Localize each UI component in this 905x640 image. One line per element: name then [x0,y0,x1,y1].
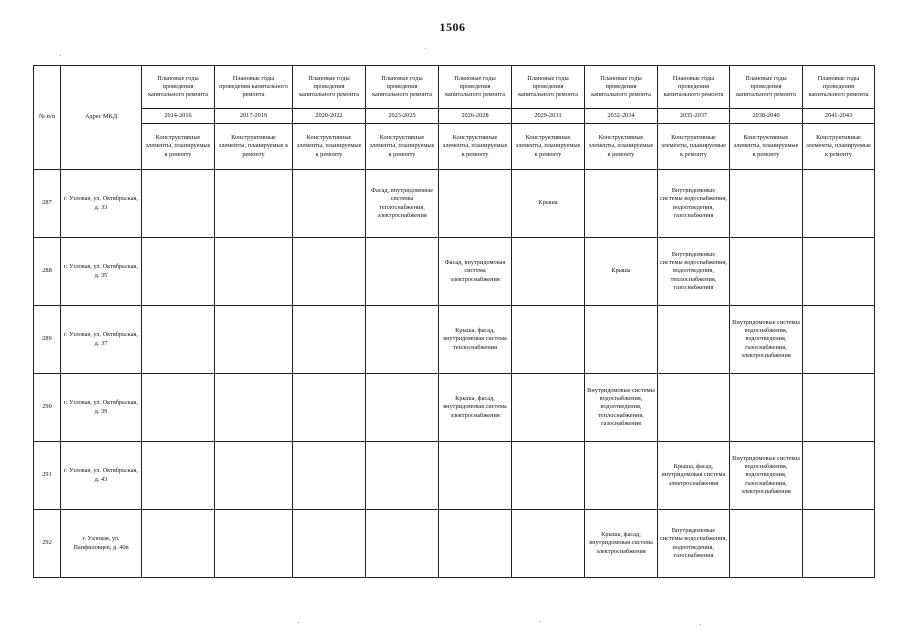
table-cell [585,442,658,510]
table-cell [142,374,215,442]
col-header-planned-years: Плановые годы проведения капитального ремонта [658,66,730,109]
col-header-elements: Конструктивные элементы, планируемые к ремонту [803,124,875,170]
table-cell [512,238,585,306]
row-address: г. Узловая, ул. Октябрьская, д. 33 [61,170,142,238]
table-cell: Внутридомовые системы водоснабжения, водоотведения, газоснабжения, электроснабжения [730,442,803,510]
table-cell [215,374,293,442]
col-header-period: 2041-2043 [803,109,875,124]
table-cell [439,170,512,238]
table-row [34,306,875,374]
table-cell [142,306,215,374]
row-address: г. Узловая, ул. Октябрьская, д. 35 [61,238,142,306]
table-cell [512,374,585,442]
scan-speck [298,622,299,623]
scan-speck [540,621,541,622]
table-cell [439,510,512,578]
row-number: 289 [34,306,61,374]
scan-speck [60,55,61,56]
col-header-planned-years: Плановые годы проведения капитального ремонта [585,66,658,109]
col-header-planned-years: Плановые годы проведения капитального ремонта [730,66,803,109]
table-cell: Внутридомовые системы водоснабжения, водоотведения, теплоснабжения, газоснабжения [585,374,658,442]
table-cell: Внутридомовые системы водоснабжения, водоотведения, газоснабжения [658,170,730,238]
col-header-elements: Конструктивные элементы, планируемые к ремонту [215,124,293,170]
row-number: 290 [34,374,61,442]
table-cell [366,306,439,374]
col-header-period: 2026-2028 [439,109,512,124]
table-cell [142,170,215,238]
table-cell [215,238,293,306]
table-cell [293,442,366,510]
table-cell: Крыша, фасад, внутридомовая система электроснабжения [658,442,730,510]
table-cell: Внутридомовые системы водоснабжения, водоотведения, газоснабжения [658,510,730,578]
table-cell [730,374,803,442]
table-cell [293,510,366,578]
col-header-planned-years: Плановые годы проведения капитального ремонта [215,66,293,109]
table-cell: Крыша [512,170,585,238]
row-address: г. Узловая, ул. Октябрьская, д. 43 [61,442,142,510]
table-cell [803,374,875,442]
col-header-elements: Конструктивные элементы, планируемые к ремонту [658,124,730,170]
table-cell [293,374,366,442]
col-header-planned-years: Плановые годы проведения капитального ремонта [512,66,585,109]
table-cell: Крыша [585,238,658,306]
col-header-num: № п/п [34,66,61,170]
table-cell [215,442,293,510]
col-header-elements: Конструктивные элементы, планируемые к ремонту [293,124,366,170]
row-address: г. Узловая, ул. Октябрьская, д. 39 [61,374,142,442]
table-cell: Крыша, фасад, внутридомовая система электроснабжения [439,374,512,442]
table-cell [142,238,215,306]
col-header-address: Адрес МКД [61,66,142,170]
col-header-planned-years: Плановые годы проведения капитального ремонта [366,66,439,109]
row-number: 291 [34,442,61,510]
table-cell: Внутридомовые системы водоснабжения, водоотведения, газоснабжения, электроснабжения [730,306,803,374]
row-number: 292 [34,510,61,578]
table-cell [366,510,439,578]
table-row [34,170,875,238]
table-cell [215,170,293,238]
page-number: 1506 [439,20,466,34]
capital-repair-table [33,65,875,578]
col-header-planned-years: Плановые годы проведения капитального ремонта [439,66,512,109]
col-header-period: 2038-2040 [730,109,803,124]
row-number: 288 [34,238,61,306]
table-cell: Крыша, фасад, внутридомовая система электроснабжения [585,510,658,578]
table-cell [142,510,215,578]
table-cell [293,306,366,374]
row-address: г. Узловая, ул. Панфиловцев, д. 40в [61,510,142,578]
table-cell: Крыша, фасад, внутридомовая система теплоснабжения [439,306,512,374]
table-cell [366,442,439,510]
table-cell [730,510,803,578]
table-cell [803,442,875,510]
table-cell [658,374,730,442]
table-cell [512,306,585,374]
row-number: 287 [34,170,61,238]
table-row [34,238,875,306]
table-cell [142,442,215,510]
col-header-period: 2014-2016 [142,109,215,124]
col-header-elements: Конструктивные элементы, планируемые к ремонту [730,124,803,170]
table-cell [439,442,512,510]
col-header-elements: Конструктивные элементы, планируемые к ремонту [512,124,585,170]
row-address: г. Узловая, ул. Октябрьская, д. 37 [61,306,142,374]
table-cell [293,238,366,306]
table-row [34,442,875,510]
table-cell [803,510,875,578]
col-header-planned-years: Плановые годы проведения капитального ремонта [142,66,215,109]
scan-speck [425,48,426,49]
table-cell [803,306,875,374]
col-header-period: 2017-2019 [215,109,293,124]
col-header-period: 2020-2022 [293,109,366,124]
table-cell [512,442,585,510]
col-header-period: 2029-2031 [512,109,585,124]
table-cell [512,510,585,578]
table-cell [293,170,366,238]
table-cell [366,374,439,442]
col-header-planned-years: Плановые годы проведения капитального ремонта [803,66,875,109]
table-cell [585,306,658,374]
table-cell [585,170,658,238]
table-cell: Фасад, внутридомовая система электроснабжения [439,238,512,306]
table-cell [215,510,293,578]
scan-speck [700,624,701,625]
table-cell [803,170,875,238]
table-cell [803,238,875,306]
col-header-period: 2023-2025 [366,109,439,124]
table-cell [730,238,803,306]
table-cell [658,306,730,374]
col-header-elements: Конструктивные элементы, планируемые к ремонту [366,124,439,170]
col-header-period: 2035-2037 [658,109,730,124]
col-header-elements: Конструктивные элементы, планируемые к ремонту [439,124,512,170]
table-cell: Фасад, внутридомовые системы теплоснабжения, электроснабжения [366,170,439,238]
table-cell: Внутридомовые системы водоснабжения, водоотведения, теплоснабжения, газоснабжения [658,238,730,306]
table-row [34,374,875,442]
table-row [34,510,875,578]
col-header-planned-years: Плановые годы проведения капитального ремонта [293,66,366,109]
col-header-elements: Конструктивные элементы, планируемые к ремонту [142,124,215,170]
table-cell [366,238,439,306]
col-header-elements: Конструктивные элементы, планируемые к ремонту [585,124,658,170]
col-header-period: 2032-2034 [585,109,658,124]
table-cell [730,170,803,238]
table-cell [215,306,293,374]
